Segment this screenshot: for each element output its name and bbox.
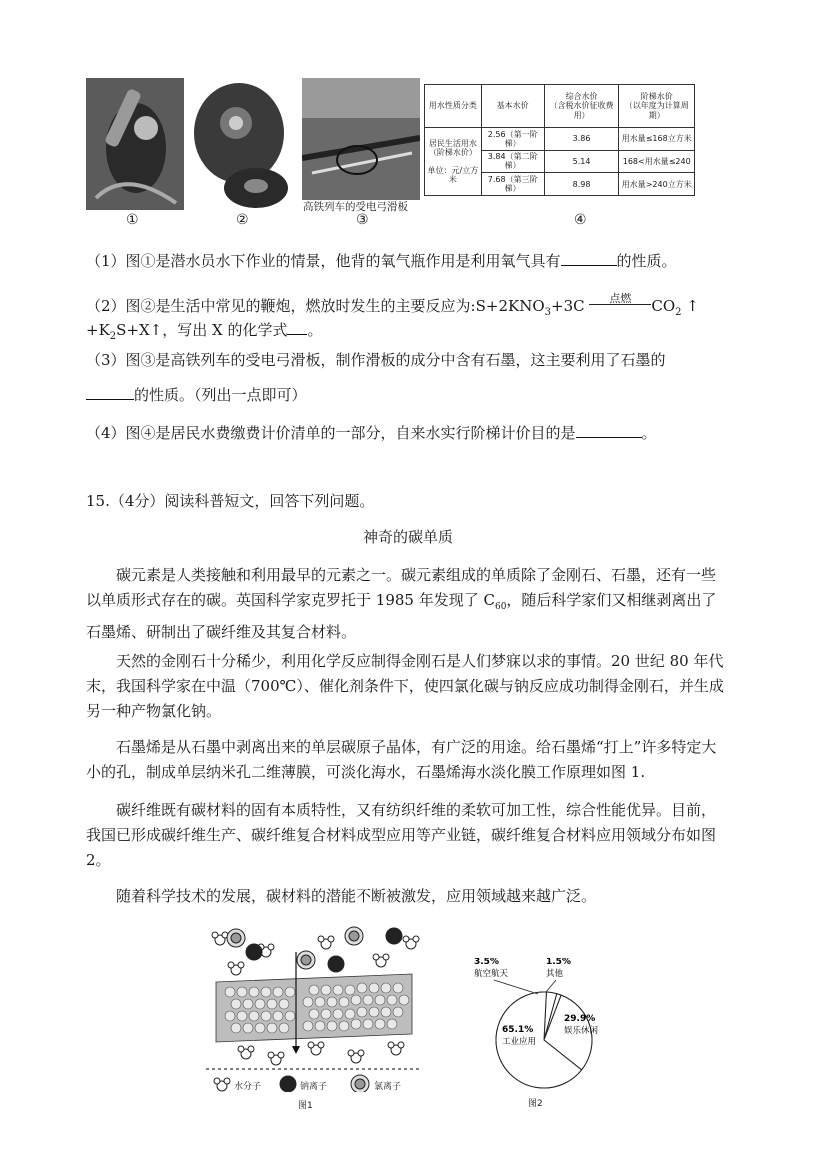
category-cell: 居民生活用水 （阶梯水价） 单位：元/立方米 — [425, 128, 482, 196]
water-price-table — [424, 84, 695, 196]
photo-label-1: ① — [126, 212, 139, 228]
slice-category-label: 娱乐休闲 — [564, 1026, 599, 1036]
firecracker-image — [191, 78, 293, 210]
photo-label-3: ③ — [356, 212, 369, 228]
slice-value-label: 1.5% — [546, 958, 571, 967]
photo-diver — [86, 78, 184, 210]
article-title: 神奇的碳单质 — [362, 528, 453, 546]
question-1: （1）图①是潜水员水下作业的情景，他背的氧气瓶作用是利用氧气具有 的性质。 — [86, 249, 677, 272]
legend-sodium-icon — [280, 1076, 296, 1092]
header-basic: 基本水价 — [481, 85, 544, 128]
water-molecule — [228, 962, 244, 975]
header-category: 用水性质分类 — [425, 85, 482, 128]
answer-blank-3[interactable] — [86, 383, 134, 400]
chloride-ion — [345, 927, 363, 945]
header-tier: 阶梯水价 （以年度为计算周期） — [619, 85, 695, 128]
slice-category-label: 其他 — [546, 969, 564, 979]
table-cell: 168<用水量≤240 — [619, 150, 695, 173]
paragraph-4: 碳纤维既有碳材料的固有本质特性，又有纺织纤维的柔软可加工性，综合性能优异。目前，我国已形成碳纤维生产、碳纤维复合材料成型应用等产业链，碳纤维复合材料应用领域分布如图 2。 — [86, 801, 717, 869]
table-cell: 7.68（第三阶梯） — [481, 173, 544, 196]
figure-1-caption: 图1 — [298, 1101, 313, 1111]
table-cell: 8.98 — [544, 173, 619, 196]
sodium-ion — [386, 928, 402, 944]
water-molecule — [373, 954, 389, 967]
photo-pantograph — [302, 78, 420, 200]
slice-value-label: 29.9% — [564, 1014, 596, 1024]
answer-blank-4[interactable] — [576, 421, 642, 438]
sodium-ion — [246, 944, 262, 960]
photo-label-4: ④ — [574, 212, 587, 228]
header-total: 综合水价 （含税水价征收费用） — [544, 85, 619, 128]
paragraph-5: 随着科学技术的发展，碳材料的潜能不断被激发，应用领域越来越广泛。 — [116, 887, 597, 905]
table-cell: 3.86 — [544, 128, 619, 151]
legend-chloride-icon — [351, 1075, 369, 1092]
figure-1 — [206, 922, 422, 1112]
leader-line — [494, 980, 538, 994]
reaction-arrow: 点燃 — [589, 302, 651, 311]
paragraph-2: 天然的金刚石十分稀少，利用化学反应制得金刚石是人们梦寐以求的事情。20 世纪 80 年代末，我国科学家在中温（700℃）、催化剂条件下，使四氯化碳与钠反应成功制得金刚石，并生成另一种产物氯化钠。 — [86, 652, 724, 720]
answer-blank-2[interactable] — [287, 318, 307, 335]
paragraph-1: 碳元素是人类接触和利用最早的元素之一。碳元素组成的单质除了金刚石、石墨，还有一些以单质形式存在的碳。英国科学家克罗托于 1985 年发现了 $C_{60}$，随后科学家们又相继剥离出了石墨烯、研制出了碳纤维及其复合材料。 — [86, 566, 717, 641]
slice-category-label: 工业应用 — [502, 1037, 537, 1047]
q15-heading: 15.（4分）阅读科普短文，回答下列问题。 — [86, 492, 375, 510]
legend-water-label: 水分子 — [234, 1082, 262, 1092]
water-molecule — [308, 1042, 324, 1055]
legend-sodium-label: 钠离子 — [300, 1082, 328, 1092]
pantograph-image — [302, 78, 420, 200]
slice-value-label: 3.5% — [474, 958, 499, 967]
water-molecule — [403, 936, 419, 949]
slice-value-label: 65.1% — [502, 1025, 534, 1035]
leader-line — [546, 980, 556, 992]
table-cell: 5.14 — [544, 150, 619, 173]
water-molecule — [238, 1046, 254, 1059]
question-2-line-1: （2）图②是生活中常见的鞭炮，燃放时发生的主要反应为$:S+2KNO_3+3C$ 点燃 $CO_2$ ↑ — [86, 292, 699, 318]
table-cell: 2.56（第一阶梯） — [481, 128, 544, 151]
water-molecule — [268, 1052, 284, 1065]
photo-3-caption: 高铁列车的受电弓滑板 — [303, 201, 408, 213]
figure-2-caption: 图2 — [528, 1099, 543, 1109]
table-cell: 3.84（第二阶梯） — [481, 150, 544, 173]
question-4: （4）图④是居民水费缴费计价清单的一部分，自来水实行阶梯计价目的是 。 — [86, 421, 657, 444]
photo-firecracker — [191, 78, 293, 210]
slice-category-label: 航空航天 — [474, 969, 509, 979]
chloride-ion — [227, 929, 245, 947]
legend-chloride-label: 氯离子 — [374, 1082, 402, 1092]
water-molecule — [348, 1050, 364, 1063]
water-molecule — [212, 932, 228, 945]
question-2-line-2: $+K_2S+X↑$，写出 X 的化学式 。 — [86, 318, 322, 348]
table-cell: 用水量≤168立方米 — [619, 128, 695, 151]
photo-label-2: ② — [236, 212, 249, 228]
table-cell: 用水量>240立方米 — [619, 173, 695, 196]
figure-2 — [472, 958, 602, 1113]
water-molecule — [388, 1042, 404, 1055]
question-3-line-2: 的性质。（列出一点即可） — [86, 383, 307, 406]
legend-water-icon — [214, 1078, 230, 1091]
graphene-membrane-diagram — [206, 922, 422, 1092]
question-3-line-1: （3）图③是高铁列车的受电弓滑板，制作滑板的成分中含有石墨，这主要利用了石墨的 — [86, 351, 666, 369]
diver-image — [86, 78, 184, 210]
paragraph-3: 石墨烯是从石墨中剥离出来的单层碳原子晶体，有广泛的用途。给石墨烯“打上”许多特定大小的孔，制成单层纳米孔二维薄膜，可淡化海水，石墨烯海水淡化膜工作原理如图 1. — [86, 738, 717, 781]
answer-blank-1[interactable] — [561, 249, 617, 266]
water-molecule — [318, 936, 334, 949]
chloride-ion — [297, 951, 315, 969]
sodium-ion — [328, 956, 344, 972]
pie-chart — [472, 958, 602, 1098]
